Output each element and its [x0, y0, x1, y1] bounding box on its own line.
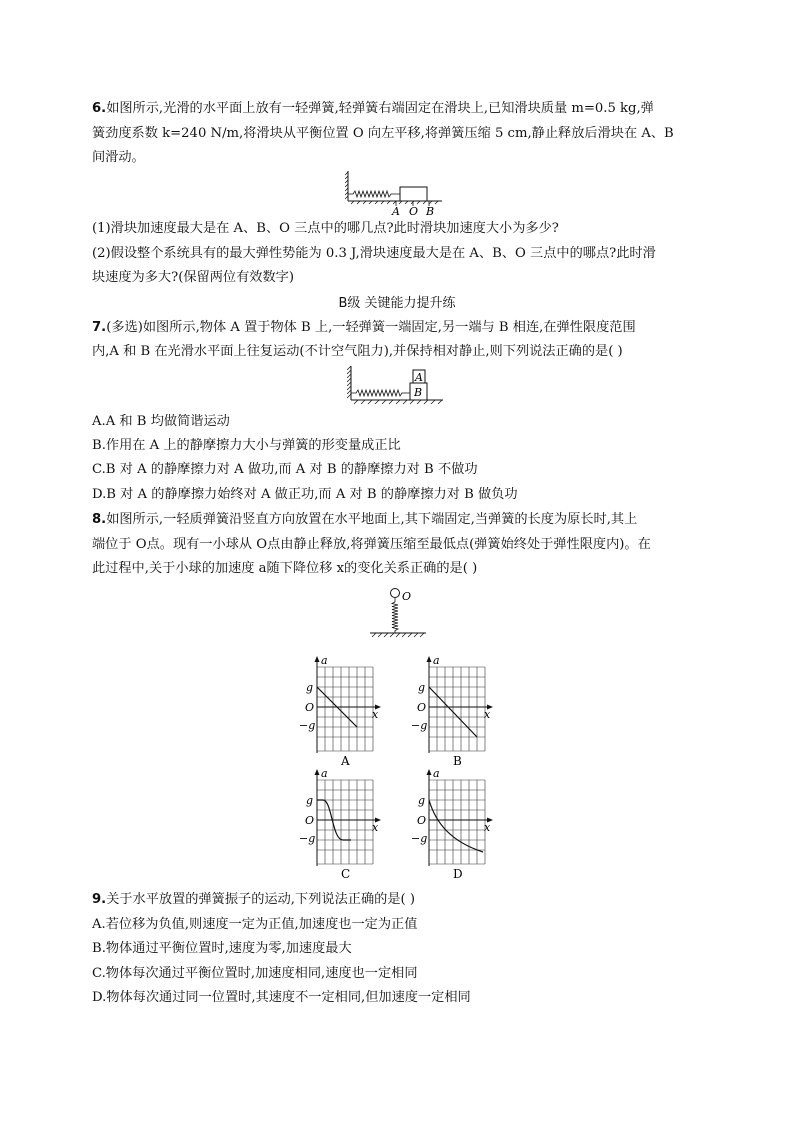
- q6-number: 6.: [92, 101, 107, 116]
- graph-C: [296, 768, 396, 880]
- axis-a: a: [433, 768, 440, 780]
- grid: [317, 780, 373, 864]
- grid: [429, 667, 485, 751]
- q9-option-b: B.物体通过平衡位置时,速度为零,加速度最大: [92, 941, 352, 956]
- tick-neg-g: −g: [411, 832, 428, 845]
- q7-option-c: C.B 对 A 的静摩擦力对 A 做功,而 A 对 B 的静摩擦力对 B 不做功: [92, 462, 478, 477]
- q6-sub2-line2: 块速度为多大?(保留两位有效数字): [92, 270, 294, 285]
- tick-g: g: [306, 681, 314, 694]
- q7-option-b: B.作用在 A 上的静摩擦力大小与弹簧的形变量成正比: [92, 438, 401, 453]
- q8-vertical-spring-figure: [368, 585, 430, 639]
- tick-O: O: [305, 814, 315, 827]
- label-A: A: [392, 205, 400, 216]
- q6-stem-line2: 簧劲度系数 k=240 N/m,将滑块从平衡位置 O 向左平移,将弹簧压缩 5 cm,静止释放后滑块在 A、B: [92, 126, 674, 141]
- q7-number: 7.: [92, 320, 107, 335]
- tick-neg-g: −g: [411, 719, 428, 732]
- q7-stacked-blocks-figure: [347, 364, 447, 408]
- tick-g: g: [418, 681, 426, 694]
- tick-g: g: [418, 794, 426, 807]
- grid: [429, 780, 485, 864]
- q6-sub2-line1: (2)假设整个系统具有的最大弹性势能为 0.3 J,滑块速度最大是在 A、B、O 三点中的哪点?此时滑: [92, 246, 656, 261]
- graph-D: [408, 768, 508, 880]
- q9-option-a: A.若位移为负值,则速度一定为正值,加速度也一定为正值: [92, 917, 418, 932]
- label-B: B: [426, 205, 435, 216]
- caption: B: [453, 754, 462, 767]
- q8-line1-text: 如图所示,一轻质弹簧沿竖直方向放置在水平地面上,其下端固定,当弹簧的长度为原长时,其上: [106, 512, 638, 527]
- caption: D: [453, 867, 463, 880]
- tick-neg-g: −g: [299, 832, 316, 845]
- q7-stem-line1: [92, 318, 704, 338]
- graph-A: [296, 655, 396, 767]
- q8-stem-line3: 此过程中,关于小球的加速度 a随下降位移 x的变化关系正确的是( ): [92, 561, 478, 576]
- q9-option-c: C.物体每次通过平衡位置时,加速度相同,速度也一定相同: [92, 966, 418, 981]
- q9-stem: [92, 890, 704, 910]
- axis-a: a: [321, 655, 328, 667]
- grid: [317, 667, 373, 751]
- tick-O: O: [305, 701, 315, 714]
- q7-option-d: D.B 对 A 的静摩擦力始终对 A 做正功,而 A 对 B 的静摩擦力对 B 做负功: [92, 487, 518, 502]
- ball: [391, 589, 400, 598]
- axis-x: x: [372, 821, 379, 834]
- axis-a: a: [433, 655, 440, 667]
- q9-number: 9.: [92, 892, 107, 907]
- q6-sub1: (1)滑块加速度最大是在 A、B、O 三点中的哪几点?此时滑块加速度大小为多少?: [92, 221, 559, 236]
- tick-O: O: [417, 701, 427, 714]
- q6-spring-block-figure: [345, 170, 445, 216]
- label-O: O: [409, 205, 419, 216]
- q9-option-d: D.物体每次通过同一位置时,其速度不一定相同,但加速度一定相同: [92, 990, 471, 1005]
- label-A: A: [415, 371, 423, 384]
- slider-block: [400, 187, 427, 201]
- caption: C: [341, 867, 351, 880]
- graph-B: [408, 655, 508, 767]
- spring: [392, 598, 398, 633]
- q9-stem-text: 关于水平放置的弹簧振子的运动,下列说法正确的是( ): [106, 892, 415, 907]
- section-title: B级 关键能力提升练: [338, 296, 456, 311]
- q8-stem-line1: [92, 510, 704, 530]
- caption: A: [341, 754, 350, 767]
- q7-option-a: A.A 和 B 均做简谐运动: [92, 414, 230, 429]
- q6-line1-text: 如图所示,光滑的水平面上放有一轻弹簧,轻弹簧右端固定在滑块上,已知滑块质量 m=0.5 kg,弹: [106, 101, 654, 116]
- tick-g: g: [306, 794, 314, 807]
- label-B: B: [414, 386, 423, 399]
- q7-line1-text: (多选)如图所示,物体 A 置于物体 B 上,一轻弹簧一端固定,另一端与 B 相连,在弹性限度范围: [106, 320, 636, 335]
- q8-stem-line2: 端位于 O点。现有一小球从 O点由静止释放,将弹簧压缩至最低点(弹簧始终处于弹性限度内)。在: [92, 537, 651, 552]
- tick-neg-g: −g: [299, 719, 316, 732]
- q7-stem-line2: 内,A 和 B 在光滑水平面上往复运动(不计空气阻力),并保持相对静止,则下列说法正确的是( ): [92, 344, 623, 359]
- q8-number: 8.: [92, 512, 107, 527]
- label-O: O: [402, 590, 412, 603]
- spring: [351, 390, 410, 396]
- axis-a: a: [321, 768, 328, 780]
- spring: [348, 191, 400, 197]
- tick-O: O: [417, 814, 427, 827]
- axis-x: x: [484, 708, 491, 721]
- q6-stem-line3: 间滑动。: [92, 150, 145, 165]
- axis-x: x: [484, 821, 491, 834]
- axis-x: x: [372, 708, 379, 721]
- q6-stem-line1: [92, 99, 704, 119]
